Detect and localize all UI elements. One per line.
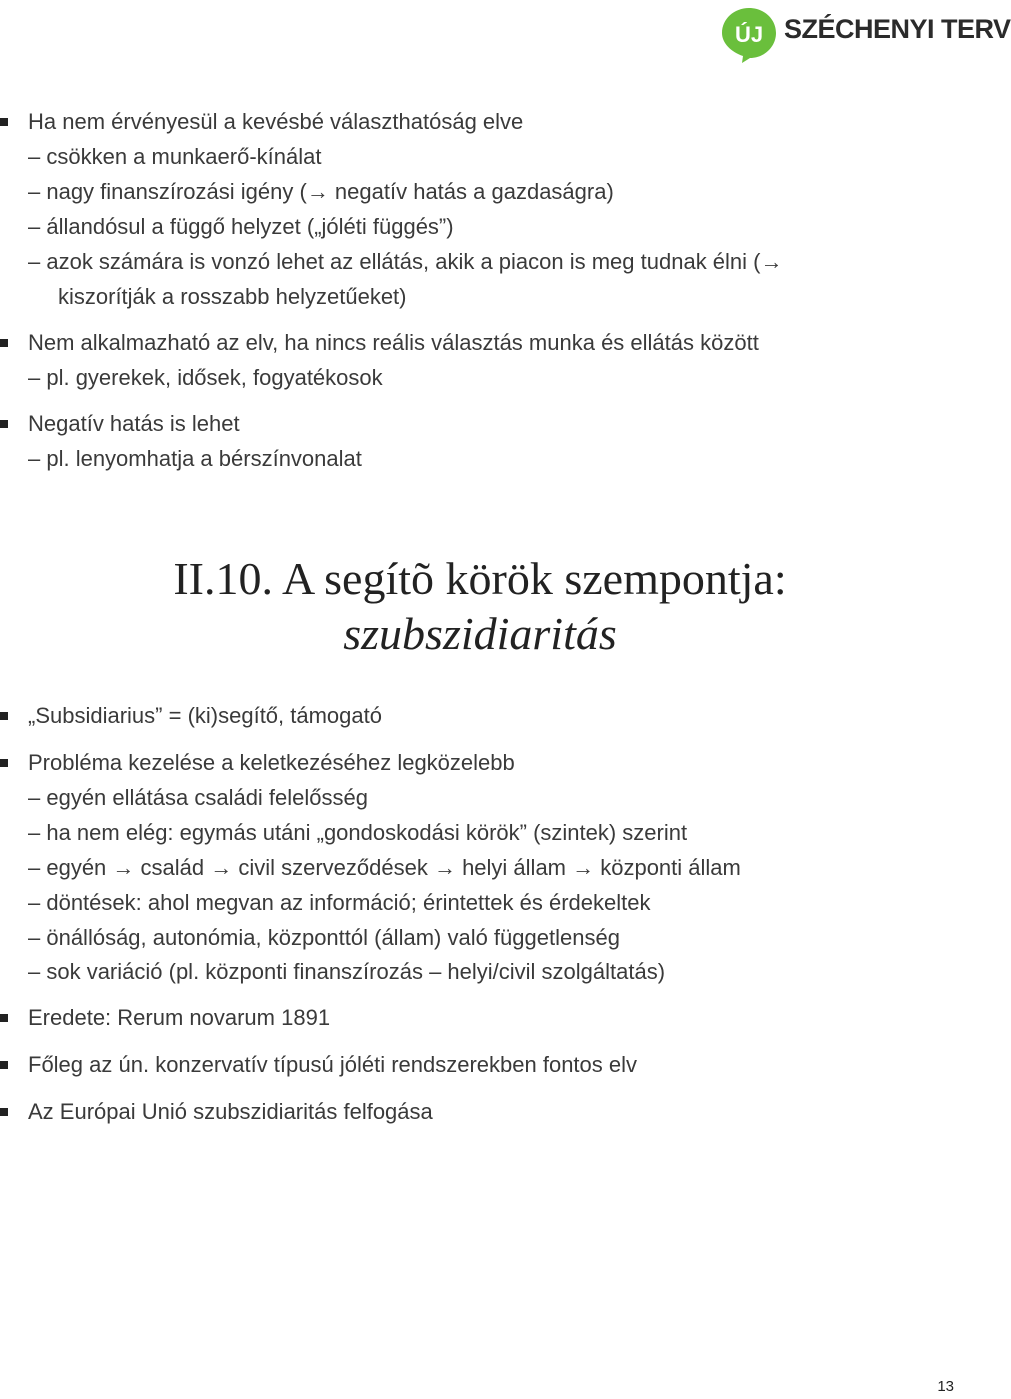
bullet-item: Nem alkalmazható az elv, ha nincs reális választás munka és ellátás között <box>28 330 759 355</box>
bullet-icon <box>0 712 8 720</box>
dash-item: – egyén ellátása családi felelősség <box>28 785 369 810</box>
dash-item: – nagy finanszírozási igény (→ negatív hatás a gazdaságra) <box>28 179 614 204</box>
bullet-item: Eredete: Rerum novarum 1891 <box>28 1005 331 1030</box>
dash-item: – pl. lenyomhatja a bérszínvonalat <box>28 446 362 471</box>
szechenyi-terv-logo <box>712 0 1011 80</box>
dash-item: – egyén → család → civil szerveződések → helyi állam → központi állam <box>28 855 741 880</box>
brand-name: SZÉCHENYI TERV <box>784 14 1011 44</box>
dash-item: – csökken a munkaerő-kínálat <box>28 144 322 169</box>
bullet-icon <box>0 420 8 428</box>
bullet-icon <box>0 759 8 767</box>
bullet-icon <box>0 1014 8 1022</box>
bullet-icon <box>0 1108 8 1116</box>
dash-item: – pl. gyerekek, idősek, fogyatékosok <box>28 365 383 390</box>
page-number: 13 <box>937 1378 954 1395</box>
bullet-item: „Subsidiarius” = (ki)segítő, támogató <box>28 703 382 728</box>
bullet-item: Főleg az ún. konzervatív típusú jóléti rendszerekben fontos elv <box>28 1052 638 1077</box>
bullet-icon <box>0 339 8 347</box>
dash-item: – önállóság, autonómia, központtól (állam) való függetlenség <box>28 925 620 950</box>
dash-item: – sok variáció (pl. központi finanszírozás – helyi/civil szolgáltatás) <box>28 959 666 984</box>
dash-item-continuation: kiszorítják a rosszabb helyzetűeket) <box>58 284 407 309</box>
dash-item: – döntések: ahol megvan az információ; érintettek és érdekeltek <box>28 890 651 915</box>
bullet-icon <box>0 1061 8 1069</box>
section-heading: II.10. A segítõ körök szempontja: <box>173 553 787 604</box>
dash-item: – állandósul a függő helyzet („jóléti függés”) <box>28 214 454 239</box>
uj-badge-icon <box>720 6 778 64</box>
dash-item: – azok számára is vonzó lehet az ellátás, akik a piacon is meg tudnak élni (→ <box>28 249 783 274</box>
dash-item: – ha nem elég: egymás utáni „gondoskodási körök” (szintek) szerint <box>28 820 688 845</box>
badge-text: ÚJ <box>734 22 764 47</box>
bullet-item: Az Európai Unió szubszidiaritás felfogása <box>28 1099 433 1124</box>
bullet-item: Negatív hatás is lehet <box>28 411 240 436</box>
bullet-item: Ha nem érvényesül a kevésbé választhatóság elve <box>28 109 524 134</box>
section-heading-subtitle: szubszidiaritás <box>343 608 617 659</box>
bullet-item: Probléma kezelése a keletkezéséhez legközelebb <box>28 750 515 775</box>
bullet-icon <box>0 118 8 126</box>
